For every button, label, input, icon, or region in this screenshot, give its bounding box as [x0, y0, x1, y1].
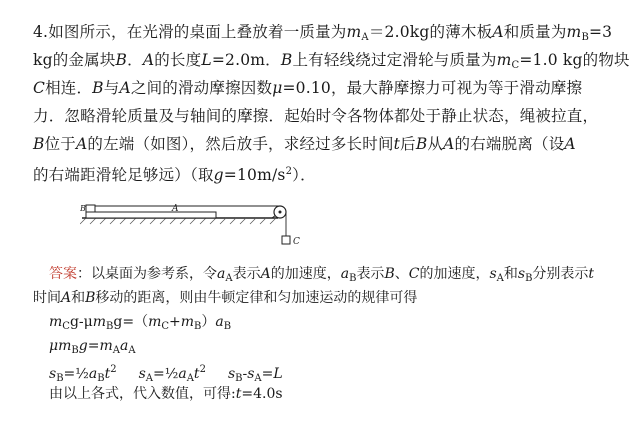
- equation-4-result: 由以上各式，代入数值，可得:t=4.0s: [49, 386, 283, 402]
- answer-line-1: 答案：以桌面为参考系，令$a_A$表示A的加速度，$a_B$表示B、C的加速度，$s_A$和$s_B$分别表示t: [49, 266, 595, 284]
- block-b-label: B: [80, 204, 86, 213]
- block-c-label: C: [293, 237, 300, 247]
- equation-2: $\mu m_Bg=m_Aa_A$: [49, 338, 136, 356]
- problem-line-5: B位于A的左端（如图），然后放手，求经过多长时间t后B从A的右端脱离（设A: [33, 135, 576, 153]
- problem-line-2: kg的金属块B．A的长度L=2.0m．B上有轻线绕过定滑轮与质量为$m_C=1.0$ kg的物块: [33, 51, 630, 71]
- problem-line-4: 力．忽略滑轮质量及与轴间的摩擦．起始时令各物体都处于静止状态，绳被拉直，: [33, 107, 599, 125]
- pulley-axle: [279, 211, 282, 214]
- problem-line-1: 4.如图所示，在光滑的桌面上叠放着一质量为$m_A=2.0kg$的薄木板A和质量为$m_B=3$: [33, 23, 613, 43]
- block-c: [282, 236, 290, 244]
- problem-line-3: C相连．B与A之间的滑动摩擦因数μ=0.10，最大静摩擦力可视为等于滑动摩擦: [33, 79, 583, 97]
- board-a: [86, 212, 216, 218]
- answer-section: [33, 262, 633, 406]
- equation-1: $m_Cg-\mu m_Bg=(m_C+m_B)a_B$: [49, 314, 232, 332]
- answer-line-2: 时间A和B移动的距离，则由牛顿定律和匀加速运动的规律可得: [33, 290, 418, 306]
- problem-line-6: 的右端距滑轮足够远）（取$g=10m/s^2$）．: [33, 166, 316, 184]
- pulley-diagram: [80, 200, 310, 252]
- answer-label: 答案: [49, 266, 77, 282]
- table-hatching: [80, 218, 276, 224]
- equation-3: $s_B=\frac{1}{2}a_Bt^2$ $s_A=\frac{1}{2}a_At^2$ $s_B-s_A=L$: [49, 364, 283, 384]
- board-a-label: A: [172, 204, 179, 214]
- block-b: [86, 205, 95, 212]
- problem-statement: [33, 18, 629, 186]
